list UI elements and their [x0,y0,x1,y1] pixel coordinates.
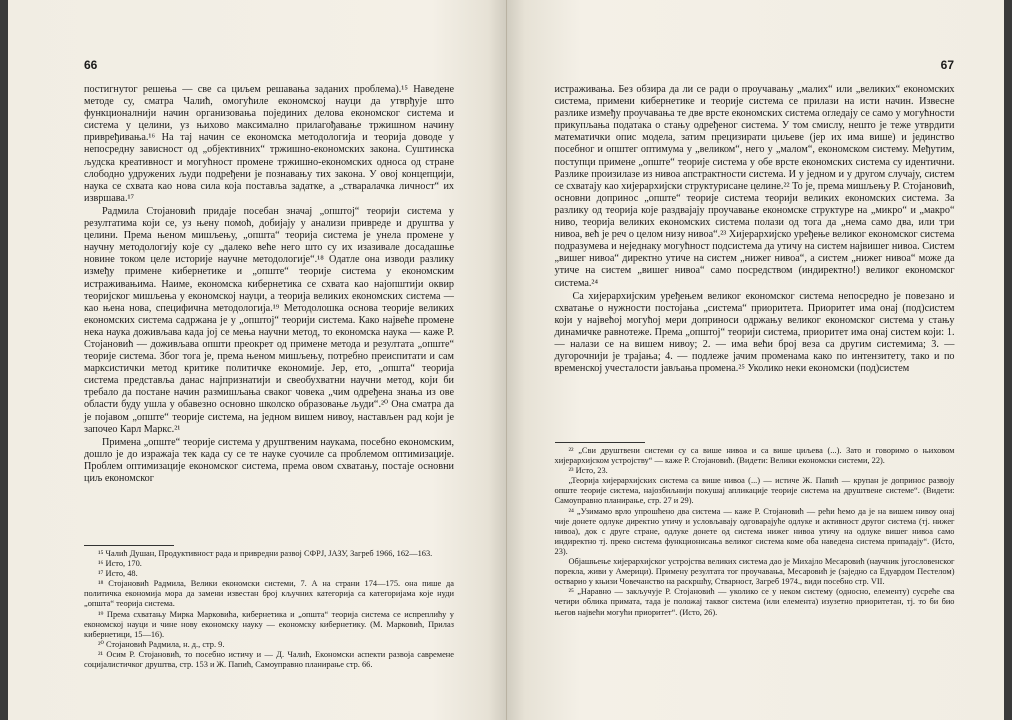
right-page [507,0,1005,720]
gutter-shadow [507,0,525,720]
footnote: ²³ Исто, 23. [568,466,608,476]
footnote: ¹⁸ Стојановић Радмила, Велики економски системи, 7. А на страни 174—175. она пише да политичка економија мора да замени известан број кључних категорија са категоријама које нуди „општа“ теорија система. [84,579,454,609]
footnote-rule [84,545,174,546]
footnote: ¹⁷ Исто, 48. [98,569,138,579]
right-body-text [555,84,955,375]
footnote-rule [555,442,645,443]
paragraph: Радмила Стојановић придаје посебан значај „општој“ теорији система у резултатима који се, уз њену помоћ, добијају у анализи привреде и друштва у целини. Према њеном мишљењу, „општа“ теорија система је унела промене у научну методологију које су „далеко веће него што су их изазивале досадашње новине током целе историје научне методологије“.¹⁸ Одатле она изводи разлику између примене кибернетике и „опште“ теорије система у економским истраживањима. Наиме, економска кибернетика се схвата као најопштији оквир теоријског мишљења у економској науци, а теорија великих економских система — као њена нова, специфична методологија.¹⁹ Методолошка основа теорије великих економских система садржана је у „општој“ теорији система. Како највеће промене нека наука доживљава када јој се мења научни метод, то економска наука — каже Р. Стојановић — доживљава општи преокрет од примене метода и резултата „опште“ теорије система. Због тога је, према њеном мишљењу, потребно преиспитати и сам марксистички метод критике политичке економије. Јер, ето, „општа“ теорија система представља данас најпризнатији и свеобухватни научни метод, који би требало да постане начин размишљања сваког човека „чим одређена знања из ове области буду ушла у обавезно основно школско образовање људи“.²⁰ Она сматра да је појавом „опште“ теорије система, на једном вишем нивоу, настављен рад који је започео Карл Маркс.²¹ [84,205,454,435]
footnote: ²¹ Осим Р. Стојановић, то посебно истичу и — Д. Чалић, Економски аспекти развоја савремене социјалистичког друштва, стр. 153 и Ж. Папић, Самоуправно планирање стр. 66. [84,649,454,670]
right-footnotes [555,441,955,618]
footnote: ²⁴ „Узимамо врло упрошћено два система — каже Р. Стојановић — рећи ћемо да је на вишем нивоу онај чије донете одлуке директно утичу и условљавају одговарајуће одлуке и активност другог система (тј. нижег нивоа), док с друге стране, одлуке донете од система нижег нивоа утичу на одлуке вишег нивоа само индиректно тј. преко система функционисања великог система коме оба наведена система припадају“. (Исто, 23). [554,506,955,556]
paragraph: Примена „опште“ теорије система у друштвеним наукама, посебно економским, дошло је до изражаја тек када су се те науке суочиле са проблемом оптимизације. Проблем оптимизације економског система, према овом схватању, постаје основни циљ економског [84,436,454,484]
gutter-shadow [488,0,506,720]
page-number-left: 66 [84,58,98,72]
footnote: ¹⁵ Чалић Душан, Продуктивност рада и привредни развој СФРЈ, ЈАЗУ, Загреб 1966, 162—163. [98,549,433,558]
paragraph: Са хијерархијским уређењем великог економског система непосредно је повезано и схватање о нужности постојања „система“ приоритета. Приоритет има онај (под)систем који у највећој могућој мери доприноси одржању великог економског система у стању динамичке равнотеже. Према „општој“ теорији система, приоритет има онај систем који: 1. — налази се на вишем нивоу; 2. — има већи број веза са другим системима; 3. — дугорочнији је трајања; 4. — подлеже јачим променама како по интензитету, тако и по временској учесталости јављања промена.²⁵ Уколико неки економски (под)систем [554,290,955,375]
left-page [8,0,506,720]
paragraph: постигнутог решења — све са циљем решавања заданих проблема).¹⁵ Наведене методе су, сматра Чалић, омогућиле економској науци да утврђује што функционалнији начин организовања појединих делова економског система и система у целини, уз њихово максимално прилагођавање тржишном начину привређивања.¹⁶ На тај начин се економска методологија и теорија доводе у непосредну зависност од „објективних“ тржишно-економских закона. Суштинска људска креативност и могућност промене тржишно-економских односа од стране слободно удружених људи подређени је познавању тих закона. У овој концепцији, наука се схвата као нова сила која поставља задатке, а „стваралачка личност“ их извршава.¹⁷ [84,84,454,204]
footnote: Објашњење хијерархијског устројства великих система дао је Михајло Месаровић (научник југословенског порекла, живи у Америци). Примену резултата тог проучавања, Месаровић је (заједно са Едуардом Пестелом) остварио у књизи Човечанство на раскршћу, Стварност, Загреб 1974., види посебно стр. VII. [554,557,955,587]
footnote: ²⁰ Стојановић Радмила, н. д., стр. 9. [98,639,225,649]
footnote: ¹⁹ Према схватању Мирка Марковића, кибернетика и „општа“ теорија система се испреплићу у економској науци и чине нову економску науку — економску кибернетику. (М. Марковић, Прилаз кибернетици, 15—16). [84,609,454,639]
page-number-right: 67 [940,58,954,72]
left-footnotes [84,544,454,670]
paragraph: истраживања. Без обзира да ли се ради о проучавању „малих“ или „великих“ економских система, примени кибернетике и теорије система се прилази на исти начин. Извесне разлике између проучавања те две врсте економских система огледају се само у могућности прикупљања података о стању одређеног система. У том смислу, нешто је теже утврдити математички опис модела, затим прецизирати циљеве (јер их има више) и јединство посебног и општег оптимума у „великом“, него у „малом“, економском систему. Међутим, поступци примене „опште“ теорије система у обе врсте економских система су идентични. Разлике произилазе из нивоа апстрактности система. И у једном и у другом случају, систем се схватају као хијерархијски структурисане целине.²² То је, према мишљењу Р. Стојановић, основни допринос „опште“ теорије система теорији великих економских система. За разлику од теорија које раздвајају проучавање економске структуре на „микро“ и „макро“ ниво, теорија великих економских система полази од тога да „нема само два, или три нивоа, већ је реч о целом низу нивоа“.²³ Хијерархијско уређење великог економског система подразумева и неједнаку могућност подсистема да утичу на систем највишег нивоа. Систем „вишег нивоа“ директно утиче на систем „нижег нивоа“, а систем „нижег нивоа“ може да утиче на систем „вишег нивоа“ само посредством (индиректно!) великог економског система.²⁴ [554,84,955,289]
footnote: ¹⁶ Исто, 170. [98,559,142,569]
footnote: ²⁵ „Наравно — закључује Р. Стојановић — уколико се у неком систему (односно, елементу) сусреће сва четири облика примата, тада је положај таквог система (или елемента) изузетно приоритетан, тј. то би био његов највећи могући приоритет“. (Исто, 26). [554,587,955,617]
book-spread [8,0,1004,720]
left-body-text [84,84,454,485]
footnote: ²² „Сви друштвени системи су са више нивоа и са више циљева (...). Зато и говоримо о њиховом хијерархијском устројству“ — каже Р. Стојановић. (Видети: Велики економски системи, 22). [554,446,955,466]
footnote: „Теорија хијерархијских система са више нивоа (...) — истиче Ж. Папић — крупан је допринос развоју опште теорије система, најозбиљнији покушај апликације теорије система на друштвене системе“. (Видети: Самоуправно планирање, стр. 27 и 29). [554,476,955,506]
